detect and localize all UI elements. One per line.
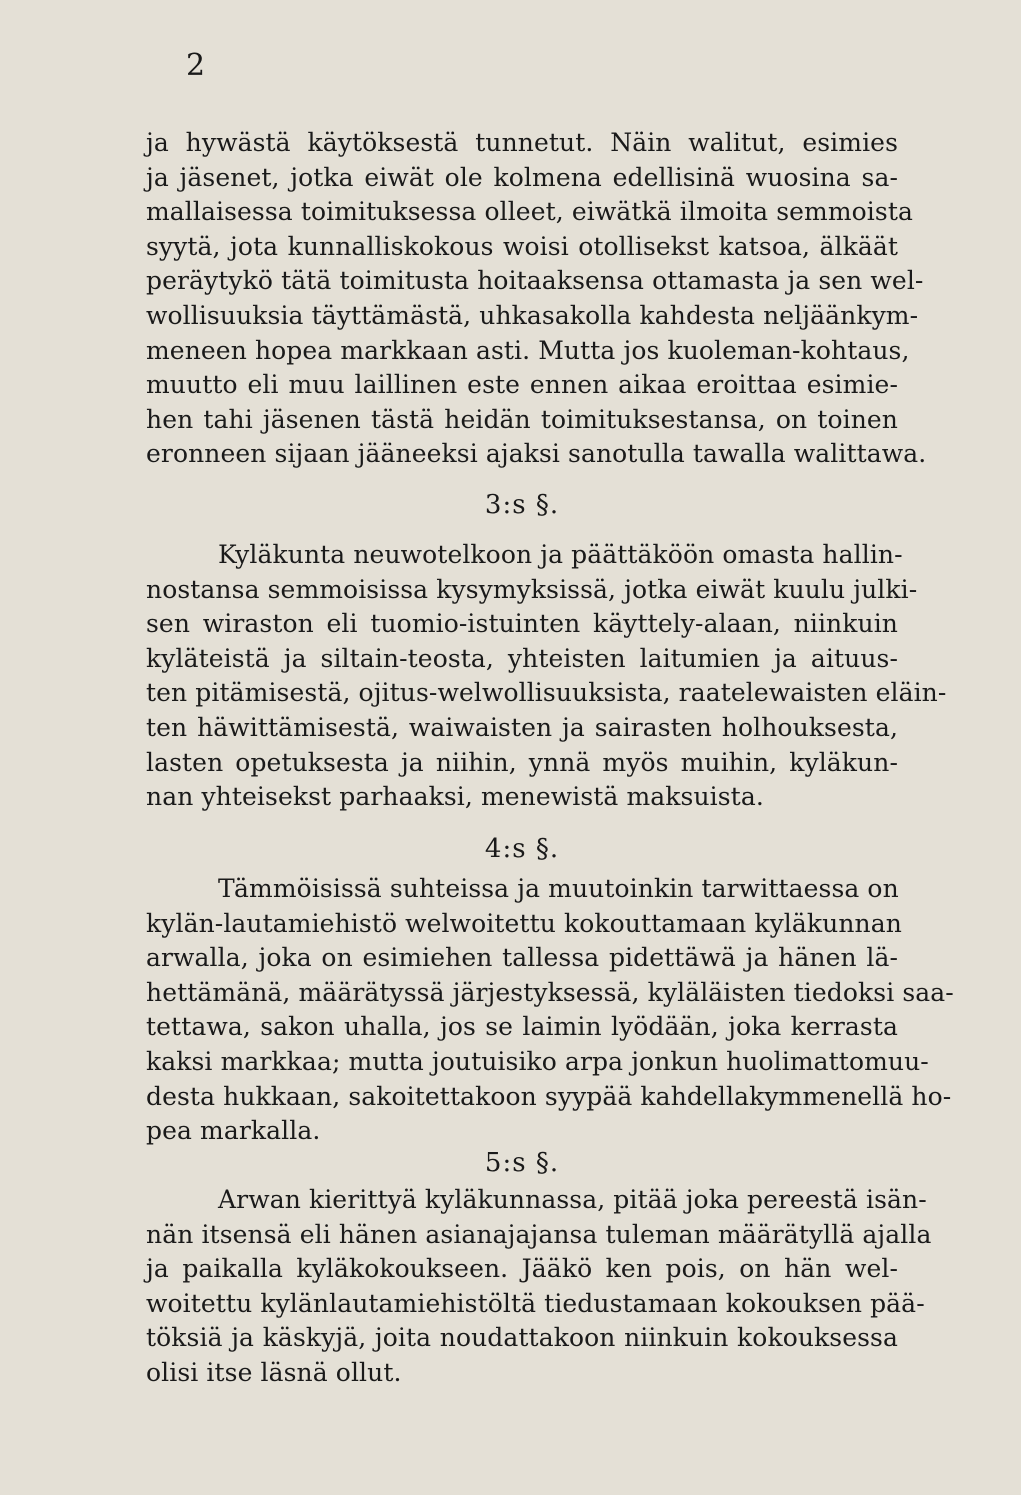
text-line: meneen hopea markkaan asti. Mutta jos kuoleman-kohtaus, [146,335,910,365]
text-line: eronneen sijaan jääneeksi ajaksi sanotulla tawalla walittawa. [146,439,927,469]
paragraph-section-3 [146,538,947,815]
section-3-heading: 3:s §. [484,490,560,520]
paragraph-section-4 [146,872,954,1149]
text-line: lasten opetuksesta ja niihin, ynnä myös muihin, kyläkun- [146,747,898,777]
text-line: sen wiraston eli tuomio-istuinten käyttely-alaan, niinkuin [146,609,898,639]
text-line: nostansa semmoisissa kysymyksissä, jotka eiwät kuulu julki- [146,574,918,604]
text-line: woitettu kylänlautamiehistöltä tiedustamaan kokouksen pää- [146,1288,925,1318]
text-line: Kyläkunta neuwotelkoon ja päättäköön omasta hallin- [218,540,903,569]
text-line: ja jäsenet, jotka eiwät ole kolmena edellisinä wuosina sa- [146,162,898,192]
page-number: 2 [186,48,206,83]
text-line: syytä, jota kunnalliskokous woisi otollisekst katsoa, älkäät [146,231,898,261]
text-line: nän itsensä eli hänen asianajajansa tuleman määrätyllä ajalla [146,1219,932,1249]
text-line: nan yhteisekst parhaaksi, menewistä maksuista. [146,782,764,812]
text-line: olisi itse läsnä ollut. [146,1357,402,1387]
text-line: mallaisessa toimituksessa olleet, eiwätkä ilmoita semmoista [146,197,913,227]
text-line: kyläteistä ja siltain-teosta, yhteisten laitumien ja aituus- [146,643,898,673]
text-line: kaksi markkaa; mutta joutuisiko arpa jonkun huolimattomuu- [146,1046,929,1076]
text-line: ten pitämisestä, ojitus-welwollisuuksista, raatelewaisten eläin- [146,678,947,708]
text-line: tettawa, sakon uhalla, jos se laimin lyödään, joka kerrasta [146,1012,898,1042]
text-line: hettämänä, määrätyssä järjestyksessä, kyläläisten tiedoksi saa- [146,977,954,1007]
text-line: Tämmöisissä suhteissa ja muutoinkin tarwittaessa on [218,874,899,903]
text-line: arwalla, joka on esimiehen tallessa pidettäwä ja hänen lä- [146,943,898,973]
section-4-heading: 4:s §. [484,834,560,864]
text-line: töksiä ja käskyjä, joita noudattakoon niinkuin kokouksessa [146,1323,898,1353]
text-line: pea markalla. [146,1116,321,1146]
paragraph-section-5 [146,1183,932,1391]
text-line: wollisuuksia täyttämästä, uhkasakolla kahdesta neljäänkym- [146,300,919,330]
text-line: Arwan kierittyä kyläkunnassa, pitää joka pereestä isän- [218,1185,927,1214]
text-line: hen tahi jäsenen tästä heidän toimituksestansa, on toinen [146,404,898,434]
text-line: ja paikalla kyläkokoukseen. Jääkö ken pois, on hän wel- [146,1254,898,1284]
text-line: desta hukkaan, sakoitettakoon syypää kahdellakymmenellä ho- [146,1081,952,1111]
text-line: peräytykö tätä toimitusta hoitaaksensa ottamasta ja sen wel- [146,266,924,296]
text-line: ten häwittämisestä, waiwaisten ja sairasten holhouksesta, [146,712,898,742]
paragraph-section-2 [146,126,927,472]
text-line: ja hywästä käytöksestä tunnetut. Näin walitut, esimies [146,128,898,157]
text-line: kylän-lautamiehistö welwoitettu kokouttamaan kyläkunnan [146,908,902,938]
section-5-heading: 5:s §. [484,1148,560,1178]
text-line: muutto eli muu laillinen este ennen aikaa eroittaa esimie- [146,370,898,400]
